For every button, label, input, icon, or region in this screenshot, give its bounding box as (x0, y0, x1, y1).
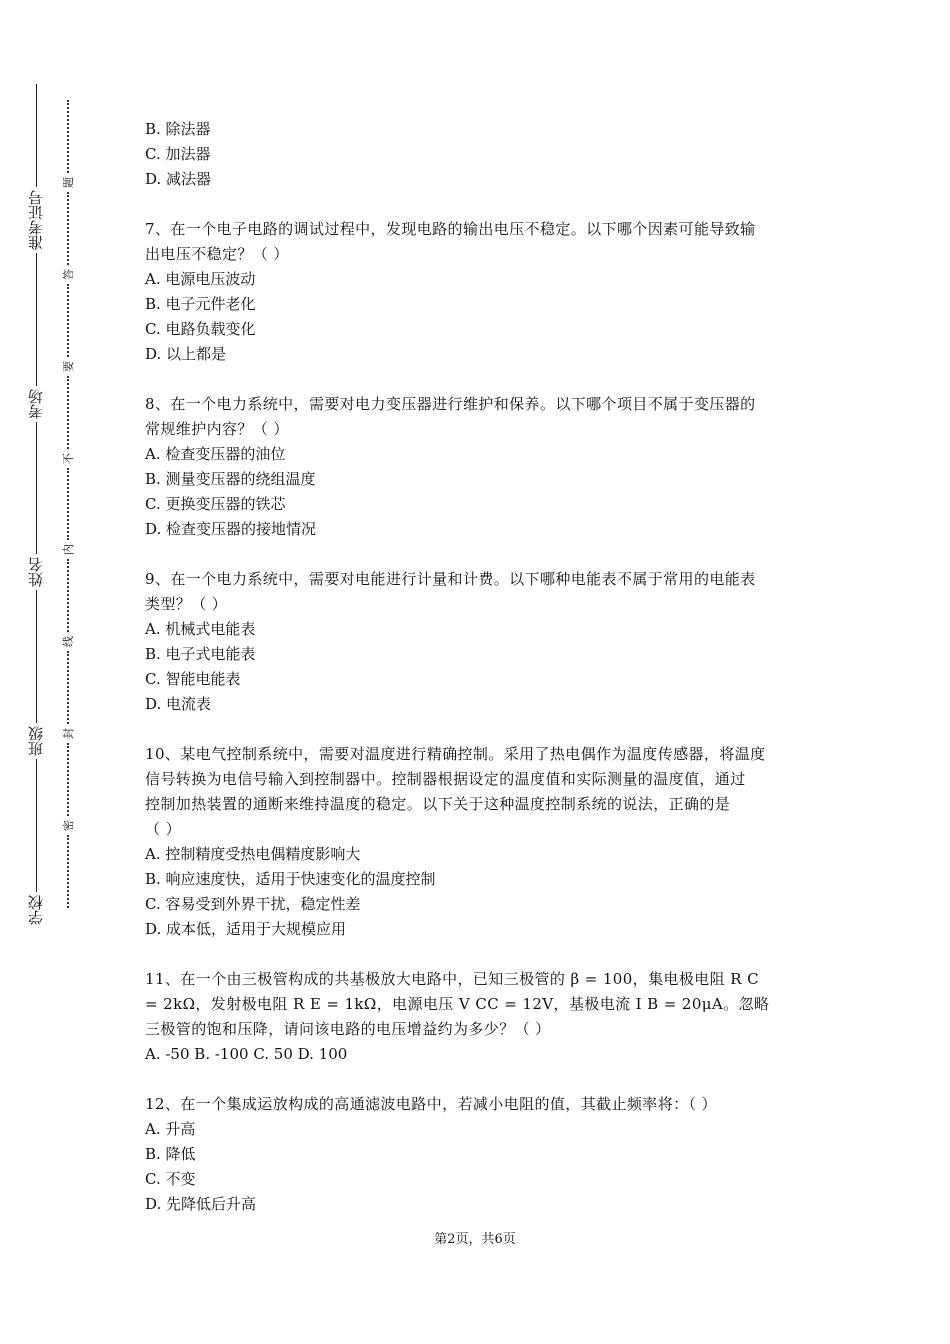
question-11 (145, 967, 810, 1067)
stem-line: 7、在一个电子电路的调试过程中，发现电路的输出电压不稳定。以下哪个因素可能导致输 (145, 220, 756, 238)
answer-option: A. 升高 (145, 1120, 196, 1138)
question-7 (145, 217, 810, 367)
fill-in-line (36, 253, 37, 386)
question-12 (145, 1092, 810, 1217)
answer-options (145, 1117, 810, 1217)
binding-field-label: 准考证号 (26, 189, 45, 250)
binding-field (18, 422, 54, 591)
seal-char: 要 (61, 360, 75, 372)
question-stem (145, 567, 810, 617)
fill-in-line (36, 759, 37, 892)
answer-option: A. 控制精度受热电偶精度影响大 (145, 845, 361, 863)
answer-option: B. 除法器 (145, 120, 211, 138)
question-10 (145, 742, 810, 942)
answer-option: B. 响应速度快，适用于快速变化的温度控制 (145, 870, 436, 888)
seal-char: 封 (61, 728, 75, 740)
binding-field (18, 253, 54, 422)
seal-line (60, 100, 76, 908)
answer-options (145, 1042, 810, 1067)
answer-options (145, 117, 810, 192)
answer-option: C. 容易受到外界干扰，稳定性差 (145, 895, 361, 913)
dotted-line (67, 835, 69, 908)
answer-option: B. 电子式电能表 (145, 645, 256, 663)
answer-option: D. 以上都是 (145, 345, 227, 363)
answer-option: B. 电子元件老化 (145, 295, 256, 313)
seal-char: 答 (61, 268, 75, 280)
question-stem (145, 967, 810, 1042)
question-8 (145, 392, 810, 542)
answer-options (145, 267, 810, 367)
question-stem (145, 392, 810, 442)
dotted-line (67, 743, 69, 816)
dotted-line (67, 559, 69, 632)
question-stem (145, 1092, 810, 1117)
stem-line: = 2kΩ，发射极电阻 R E = 1kΩ，电源电压 V CC = 12V，基极电流 I B = 20μA。忽略 (145, 995, 770, 1013)
answer-option: D. 先降低后升高 (145, 1195, 257, 1213)
answer-option: D. 检查变压器的接地情况 (145, 520, 317, 538)
answer-options (145, 617, 810, 717)
stem-line: 常规维护内容？（ ） (145, 420, 289, 438)
answer-option: C. 不变 (145, 1170, 196, 1188)
answer-option: C. 加法器 (145, 145, 211, 163)
question-stem (145, 742, 810, 842)
dotted-line (67, 376, 69, 449)
binding-field (18, 84, 54, 253)
stem-line: 8、在一个电力系统中，需要对电力变压器进行维护和保养。以下哪个项目不属于变压器的 (145, 395, 756, 413)
answer-option: D. 减法器 (145, 170, 212, 188)
binding-margin-fields (18, 84, 54, 928)
answer-option: A. -50 B. -100 C. 50 D. 100 (145, 1045, 348, 1063)
seal-char: 题 (61, 176, 75, 188)
dotted-line (67, 192, 69, 265)
dotted-line (67, 100, 69, 173)
binding-field-label: 班级 (26, 726, 45, 757)
stem-line: 类型？（ ） (145, 595, 228, 613)
answer-options (145, 442, 810, 542)
dotted-line (67, 468, 69, 541)
fill-in-line (36, 84, 37, 187)
answer-option: D. 成本低，适用于大规模应用 (145, 920, 347, 938)
answer-option: A. 检查变压器的油位 (145, 445, 286, 463)
question-list (145, 117, 810, 1217)
stem-line: 9、在一个电力系统中，需要对电能进行计量和计费。以下哪种电能表不属于常用的电能表 (145, 570, 756, 588)
stem-line: 10、某电气控制系统中，需要对温度进行精确控制。采用了热电偶作为温度传感器，将温度 (145, 745, 766, 763)
answer-option: C. 电路负载变化 (145, 320, 256, 338)
answer-option: D. 电流表 (145, 695, 212, 713)
stem-line: （ ） (145, 820, 181, 838)
stem-line: 11、在一个由三极管构成的共基极放大电路中，已知三极管的 β = 100，集电极电阻 R C (145, 970, 759, 988)
question-6-continued (145, 117, 810, 192)
question-stem (145, 217, 810, 267)
binding-field-label: 学校 (26, 894, 45, 925)
seal-char: 内 (61, 544, 75, 556)
answer-option: B. 测量变压器的绕组温度 (145, 470, 316, 488)
fill-in-line (36, 422, 37, 555)
seal-char: 密 (61, 820, 75, 832)
stem-line: 信号转换为电信号输入到控制器中。控制器根据设定的温度值和实际测量的温度值，通过 (145, 770, 746, 788)
stem-line: 12、在一个集成运放构成的高通滤波电路中，若减小电阻的值，其截止频率将：（ ） (145, 1095, 717, 1113)
seal-char: 线 (61, 636, 75, 648)
answer-option: A. 电源电压波动 (145, 270, 256, 288)
binding-field-label: 考场 (26, 388, 45, 419)
answer-option: C. 更换变压器的铁芯 (145, 495, 286, 513)
answer-options (145, 842, 810, 942)
stem-line: 出电压不稳定？（ ） (145, 245, 289, 263)
answer-option: C. 智能电能表 (145, 670, 241, 688)
dotted-line (67, 651, 69, 724)
dotted-line (67, 284, 69, 357)
seal-char: 不 (61, 452, 75, 464)
binding-field-label: 姓名 (26, 557, 45, 588)
answer-option: B. 降低 (145, 1145, 196, 1163)
page-number: 第2页，共6页 (434, 1232, 516, 1247)
stem-line: 三极管的饱和压降，请问该电路的电压增益约为多少？（ ） (145, 1020, 551, 1038)
fill-in-line (36, 590, 37, 723)
answer-option: A. 机械式电能表 (145, 620, 256, 638)
binding-field (18, 759, 54, 928)
stem-line: 控制加热装置的通断来维持温度的稳定。以下关于这种温度控制系统的说法，正确的是 (145, 795, 731, 813)
question-9 (145, 567, 810, 717)
binding-field (18, 590, 54, 759)
